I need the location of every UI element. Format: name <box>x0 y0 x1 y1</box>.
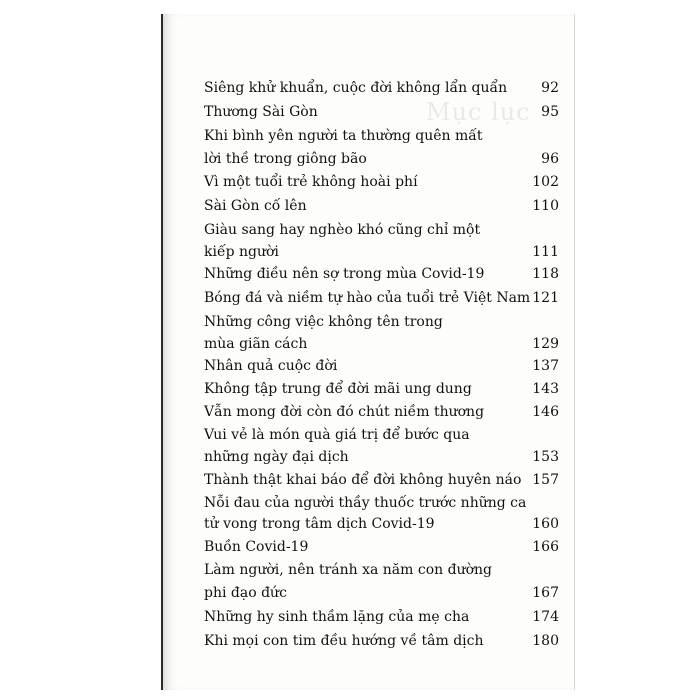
toc-entry-page: 153 <box>532 449 559 465</box>
toc-entry-continuation <box>204 447 559 467</box>
toc-entry <box>204 402 559 422</box>
toc-entry-page: 92 <box>541 80 559 96</box>
toc-entry <box>204 356 559 376</box>
toc-entry <box>204 264 559 284</box>
toc-entry-title-continuation: phi đạo đức <box>204 585 287 601</box>
toc-entry <box>204 172 559 192</box>
toc-entry-page: 137 <box>532 358 559 374</box>
toc-entry-title: Khi mọi con tim đều hướng về tâm dịch <box>204 633 484 649</box>
toc-entry <box>204 78 559 98</box>
toc-entry-continuation <box>204 514 559 534</box>
toc-entry <box>204 493 559 513</box>
toc-entry-continuation <box>204 149 559 169</box>
toc-entry-title: Vì một tuổi trẻ không hoài phí <box>204 174 418 190</box>
toc-entry-page: 166 <box>532 539 559 555</box>
toc-entry-title: Buồn Covid-19 <box>204 539 309 555</box>
toc-entry <box>204 537 559 557</box>
toc-entry <box>204 607 559 627</box>
toc-entry <box>204 379 559 399</box>
toc-entry-page: 167 <box>532 585 559 601</box>
toc-entry-page: 118 <box>532 266 559 282</box>
toc-entry-title: Những hy sinh thầm lặng của mẹ cha <box>204 609 470 625</box>
toc-entry <box>204 288 559 308</box>
toc-entry <box>204 312 559 332</box>
toc-entry <box>204 126 559 146</box>
toc-entry <box>204 631 559 651</box>
toc-entry-title-continuation: những ngày đại dịch <box>204 449 349 465</box>
toc-entry-title: Những công việc không tên trong <box>204 314 443 330</box>
toc-entry-title: Không tập trung để đời mãi ung dung <box>204 381 472 397</box>
toc-entry-continuation <box>204 334 559 354</box>
toc-entry-continuation <box>204 242 559 262</box>
toc-entry-title: Nỗi đau của người thầy thuốc trước những ca <box>204 495 527 511</box>
toc-entry-title: Vẫn mong đời còn đó chút niềm thương <box>204 404 485 420</box>
toc-entry-page: 143 <box>532 381 559 397</box>
toc-entry-page: 121 <box>532 290 559 306</box>
toc-entry-title-continuation: tử vong trong tâm dịch Covid-19 <box>204 516 435 532</box>
book-page <box>161 14 575 690</box>
toc-entry-title: Thương Sài Gòn <box>204 104 318 120</box>
toc-entry-title: Bóng đá và niềm tự hào của tuổi trẻ Việt Nam <box>204 290 531 306</box>
toc-entry-page: 111 <box>532 244 559 260</box>
toc-entry-page: 160 <box>532 516 559 532</box>
toc-entry-title: Những điều nên sợ trong mùa Covid-19 <box>204 266 485 282</box>
toc-entry-title: Giàu sang hay nghèo khó cũng chỉ một <box>204 222 481 238</box>
toc-entry-page: 174 <box>532 609 559 625</box>
toc-entry-page: 95 <box>541 104 559 120</box>
toc-entry-title-continuation: lời thề trong giông bão <box>204 151 367 167</box>
toc-entry <box>204 102 559 122</box>
toc-entry-page: 157 <box>532 472 559 488</box>
toc-entry-page: 96 <box>541 151 559 167</box>
toc-entry <box>204 470 559 490</box>
table-of-contents <box>163 14 574 690</box>
toc-entry-title: Vui vẻ là món quà giá trị để bước qua <box>204 427 470 443</box>
toc-entry-title: Nhân quả cuộc đời <box>204 358 338 374</box>
toc-entry <box>204 560 559 580</box>
bleed-through-heading: Mục lục <box>426 98 531 126</box>
toc-entry-title: Khi bình yên người ta thường quên mất <box>204 128 483 144</box>
toc-entry <box>204 196 559 216</box>
toc-entry-page: 180 <box>532 633 559 649</box>
toc-entry-continuation <box>204 583 559 603</box>
toc-entry-title: Làm người, nên tránh xa năm con đường <box>204 562 492 578</box>
toc-entry-title: Thành thật khai báo để đời không huyên náo <box>204 472 522 488</box>
toc-entry-page: 129 <box>532 336 559 352</box>
toc-entry <box>204 425 559 445</box>
toc-entry-title: Sài Gòn cố lên <box>204 198 307 214</box>
toc-entry-title: Siêng khử khuẩn, cuộc đời không lẩn quẩn <box>204 80 508 96</box>
toc-entry-page: 146 <box>532 404 559 420</box>
toc-entry <box>204 220 559 240</box>
toc-entry-title-continuation: kiếp người <box>204 244 279 260</box>
toc-entry-page: 102 <box>532 174 559 190</box>
toc-entry-title-continuation: mùa giãn cách <box>204 336 308 352</box>
toc-entry-page: 110 <box>532 198 559 214</box>
